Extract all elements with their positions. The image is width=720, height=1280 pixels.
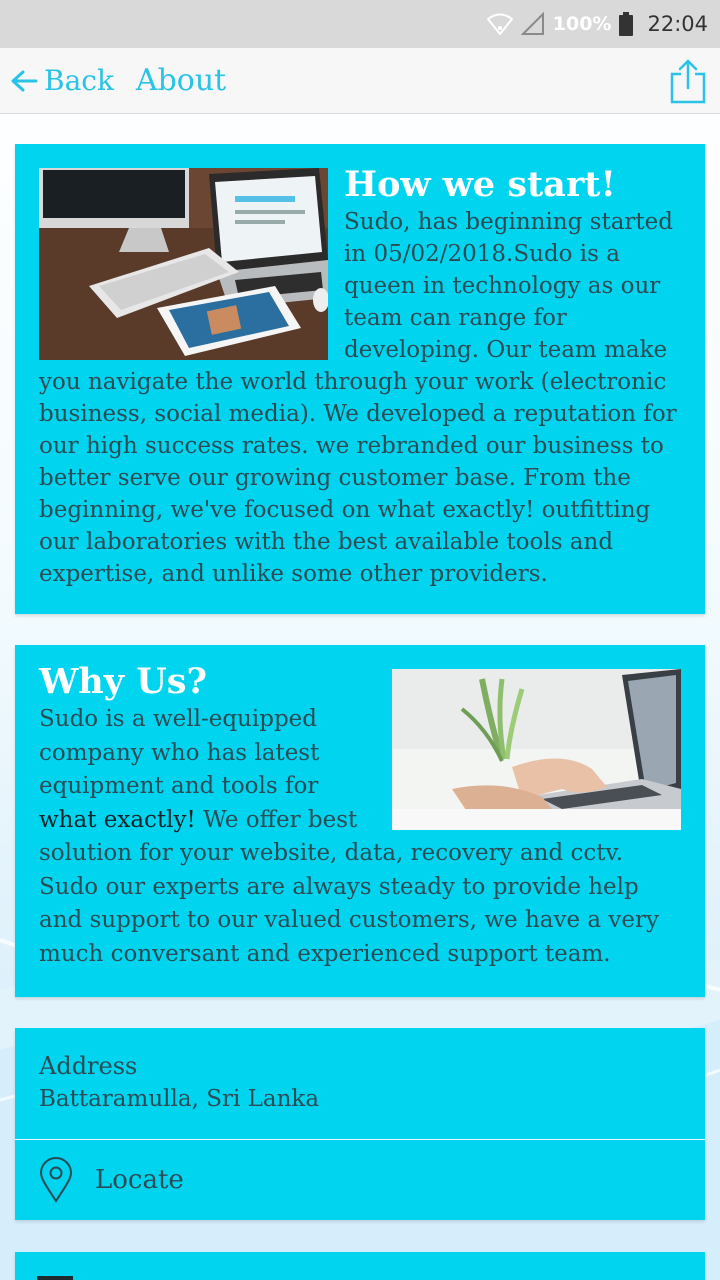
why-us-heading: Why Us?	[39, 661, 208, 702]
how-we-start-text: Sudo, has beginning started in 05/02/2018.Sudo is a queen in technology as our team can range for developing. Our team make you navigate the world through your work (electronic business, social media). We developed a reputation for our high success rates. we rebranded our business to better serve our growing customer base. From the beginning, we've focused on what exactly! outfitting our laboratories with the best available tools and expertise, and unlike some other providers.	[39, 209, 677, 587]
laptop-desk-image	[39, 168, 328, 360]
how-we-start-heading: How we start!	[344, 164, 616, 205]
why-us-card	[15, 645, 705, 997]
locate-button[interactable]	[15, 1140, 705, 1220]
arrow-left-icon	[10, 69, 38, 93]
partial-icon	[37, 1276, 73, 1280]
battery-percent: 100%	[552, 13, 612, 35]
clock: 22:04	[647, 12, 708, 36]
typing-laptop-image	[392, 669, 681, 830]
battery-icon	[619, 12, 633, 36]
why-us-highlight: what exactly!	[39, 806, 196, 833]
address-row	[15, 1028, 705, 1140]
address-value: Battaramulla, Sri Lanka	[39, 1086, 320, 1112]
why-us-text-part1: Sudo is a well-equipped company who has latest equipment and tools for	[39, 706, 320, 799]
app-bar	[0, 48, 720, 114]
contact-card	[15, 1028, 705, 1220]
why-us-text-part2: We offer best solution for your website, data, recovery and cctv. Sudo our experts are always steady to provide help and support to our valued customers, we have a very much conversant and experienced support team.	[39, 806, 660, 967]
wifi-icon	[487, 13, 513, 35]
signal-icon	[521, 12, 545, 36]
how-we-start-card	[15, 144, 705, 614]
share-icon[interactable]	[670, 58, 706, 104]
next-card-partial	[15, 1252, 705, 1280]
map-pin-icon	[39, 1157, 73, 1203]
status-bar	[0, 0, 720, 48]
back-button[interactable]	[10, 64, 114, 97]
back-label: Back	[44, 64, 114, 97]
locate-label: Locate	[95, 1165, 184, 1195]
address-label: Address	[39, 1052, 138, 1080]
page-title: About	[135, 63, 227, 98]
